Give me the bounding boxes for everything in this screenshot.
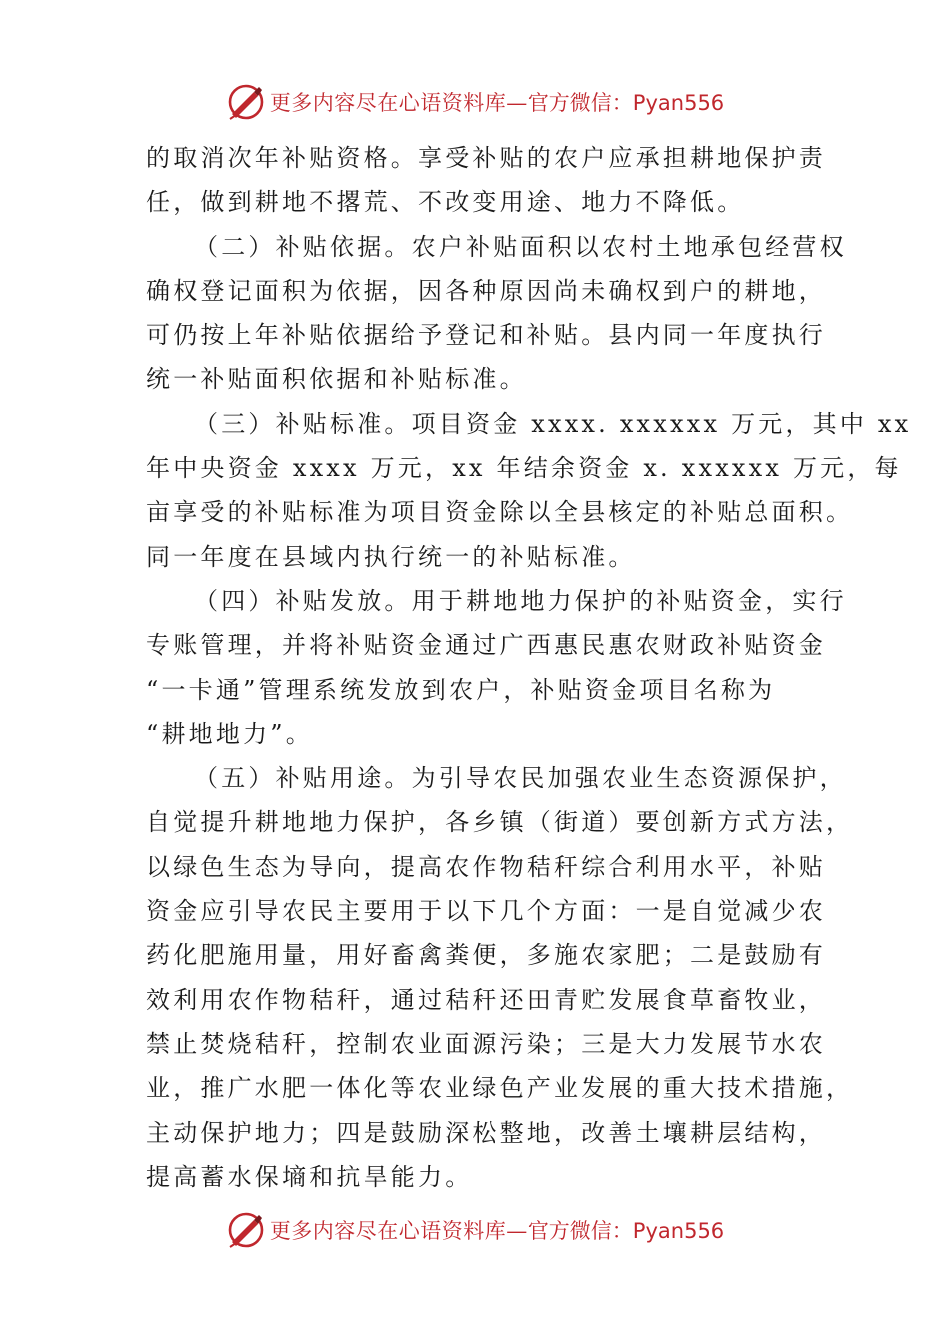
text-line: 亩享受的补贴标准为项目资金除以全县核定的补贴总面积。 bbox=[146, 498, 854, 527]
text-line: 禁止焚烧秸秆，控制农业面源污染；三是大力发展节水农 bbox=[146, 1029, 826, 1058]
header-banner bbox=[0, 80, 950, 124]
document-body bbox=[146, 136, 912, 1199]
banner-wechat: 官方微信：Pyan556 bbox=[527, 1219, 725, 1243]
footer-banner bbox=[0, 1208, 950, 1252]
text-line: 业，推广水肥一体化等农业绿色产业发展的重大技术措施， bbox=[146, 1074, 854, 1103]
text-line: 专账管理，并将补贴资金通过广西惠民惠农财政补贴资金 bbox=[146, 631, 826, 660]
text-line: 资金应引导农民主要用于以下几个方面：一是自觉减少农 bbox=[146, 897, 826, 926]
banner-text: 更多内容尽在心语资料库— bbox=[269, 1219, 528, 1243]
text-line: “耕地地力”。 bbox=[146, 719, 313, 748]
text-line: 任，做到耕地不撂荒、不改变用途、地力不降低。 bbox=[146, 188, 745, 217]
text-line: 确权登记面积为依据，因各种原因尚未确权到户的耕地， bbox=[146, 276, 826, 305]
text-line: 以绿色生态为导向，提高农作物秸秆综合利用水平，补贴 bbox=[146, 852, 826, 881]
text-line: 年中央资金 xxxx 万元，xx 年结余资金 x. xxxxxx 万元，每 bbox=[146, 454, 902, 483]
text-line: 统一补贴面积依据和补贴标准。 bbox=[146, 365, 527, 394]
section-heading-line: （四）补贴发放。用于耕地地力保护的补贴资金，实行 bbox=[194, 586, 847, 615]
section-heading-line: （五）补贴用途。为引导农民加强农业生态资源保护， bbox=[194, 764, 847, 793]
section-heading-line: （二）补贴依据。农户补贴面积以农村土地承包经营权 bbox=[194, 232, 847, 261]
pen-logo-icon bbox=[226, 82, 266, 122]
text-line: 效利用农作物秸秆，通过秸秆还田青贮发展食草畜牧业， bbox=[146, 985, 826, 1014]
text-line: 可仍按上年补贴依据给予登记和补贴。县内同一年度执行 bbox=[146, 321, 826, 350]
text-line: “一卡通”管理系统发放到农户，补贴资金项目名称为 bbox=[146, 675, 776, 704]
banner-text: 更多内容尽在心语资料库— bbox=[269, 91, 528, 115]
text-line: 同一年度在县域内执行统一的补贴标准。 bbox=[146, 542, 636, 571]
banner-wechat: 官方微信：Pyan556 bbox=[527, 91, 725, 115]
text-line: 自觉提升耕地地力保护，各乡镇（街道）要创新方式方法， bbox=[146, 808, 854, 837]
text-line: 的取消次年补贴资格。享受补贴的农户应承担耕地保护责 bbox=[146, 144, 826, 172]
text-line: 提高蓄水保墒和抗旱能力。 bbox=[146, 1162, 473, 1191]
section-heading-line: （三）补贴标准。项目资金 xxxx. xxxxxx 万元，其中 xx bbox=[194, 409, 912, 438]
text-line: 药化肥施用量，用好畜禽粪便，多施农家肥；二是鼓励有 bbox=[146, 941, 826, 970]
text-line: 主动保护地力；四是鼓励深松整地，改善土壤耕层结构， bbox=[146, 1118, 826, 1147]
pen-logo-icon bbox=[226, 1210, 266, 1250]
